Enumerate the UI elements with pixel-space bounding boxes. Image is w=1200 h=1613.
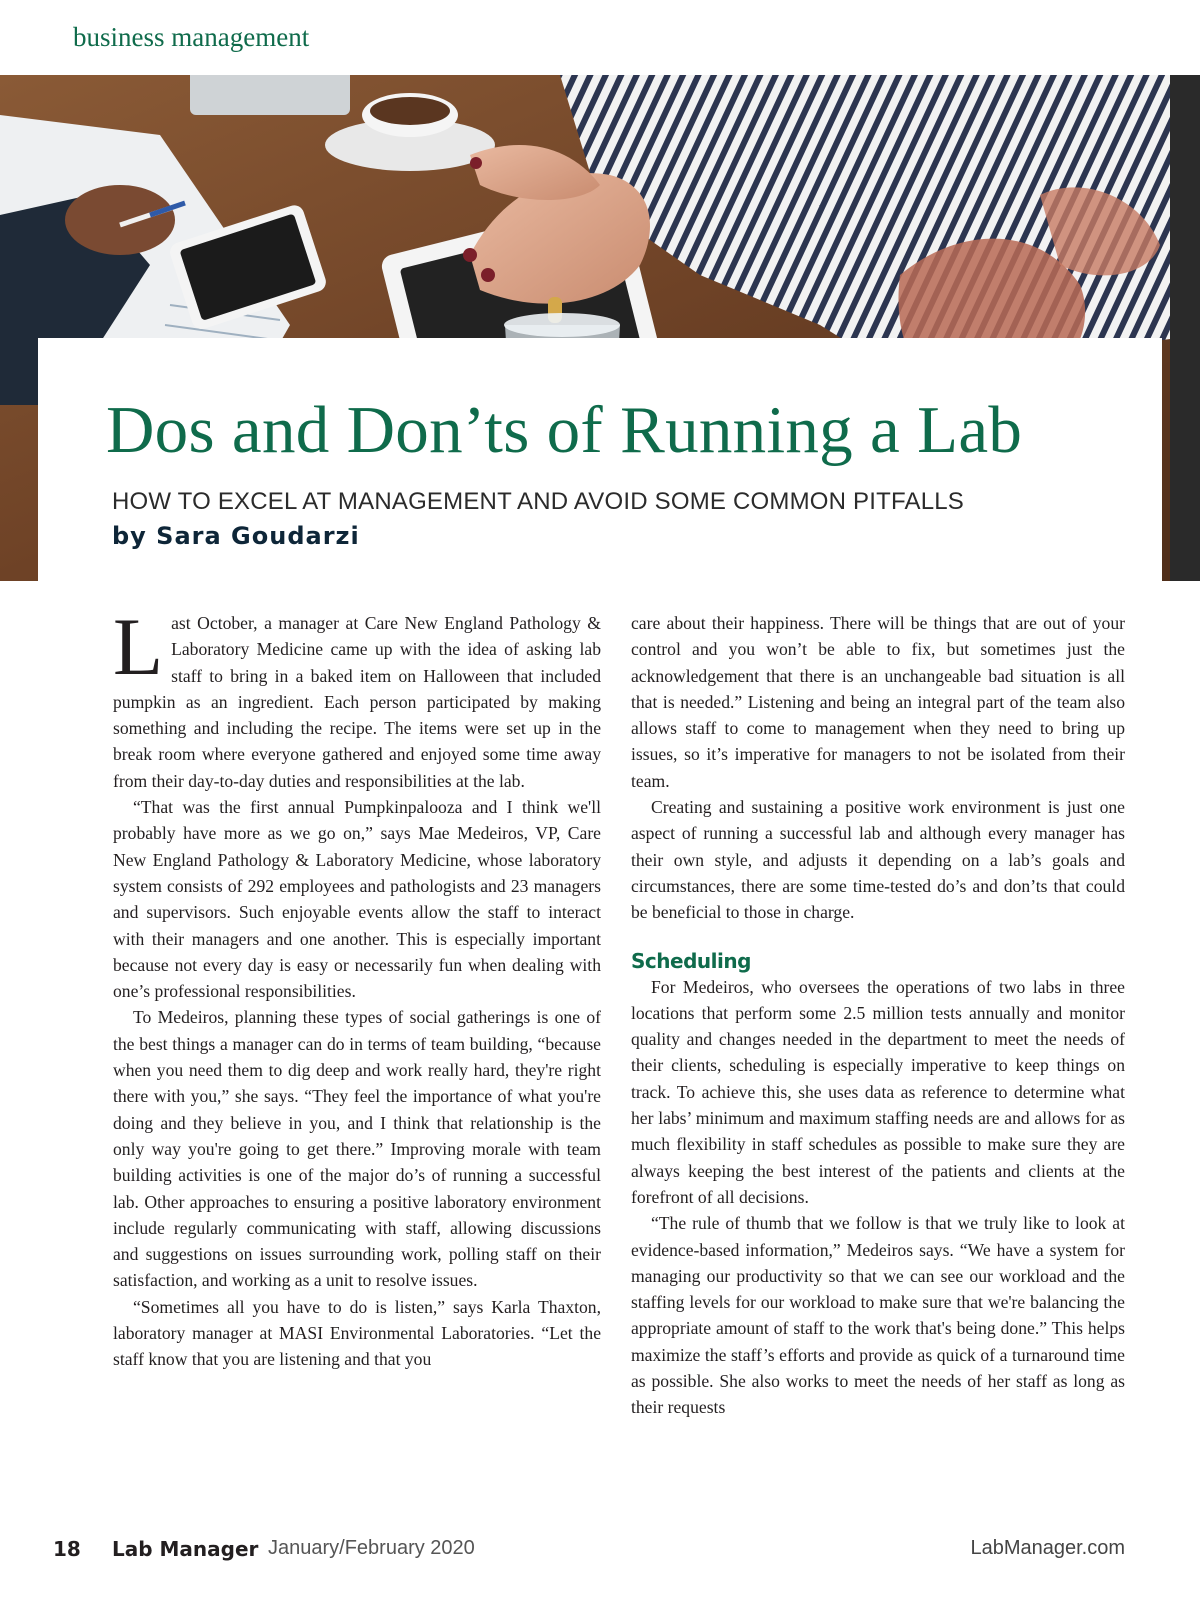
article-title: Dos and Don’ts of Running a Lab <box>106 393 1023 467</box>
article-subtitle: HOW TO EXCEL AT MANAGEMENT AND AVOID SOME COMMON PITFALLS <box>112 488 965 515</box>
paragraph: For Medeiros, who oversees the operations of two labs in three locations that perform some 2.5 million tests annually and monitor quality and changes needed in the department to meet the needs of their clients, scheduling is especially imperative to keep things on track. To achieve this, she uses data as reference to determine what her labs’ minimum and maximum staffing needs are and allows for as much flexibility in staff schedules as possible to make sure they are always keeping the best interest of the patients and clients at the forefront of all decisions. <box>631 976 1125 1207</box>
paragraph: Creating and sustaining a positive work environment is just one aspect of running a successful lab and although every manager has their own style, and adjusts it depending on a lab’s goals and circumstances, there are some time-tested do’s and don’ts that could be beneficial to those in charge. <box>631 797 1125 923</box>
article-column-right <box>631 610 1125 1490</box>
section-label: business management <box>73 22 310 52</box>
paragraph: To Medeiros, planning these types of social gatherings is one of the best things a manager can do in terms of team building, “because when you need them to dig deep and work really hard, they're right there with you,” she says. “They feel the importance of what you're doing and they believe in you, and I think that relationship is the only way you're going to get there.” Improving morale with team building activities is one of the major do’s of running a successful lab. Other approaches to ensuring a positive laboratory environment include regularly communicating with staff, allowing discussions and suggestions on issues surrounding work, polling staff on their satisfaction, and working as a unit to resolve issues. <box>113 1007 601 1291</box>
paragraph: “Sometimes all you have to do is listen,” says Karla Thaxton, laboratory manager at MASI Environmental Laboratories. “Let the staff know that you are listening and that you <box>113 1296 601 1370</box>
paragraph: care about their happiness. There will be things that are out of your control and you won’t be able to fix, but sometimes just the acknowledgement that there is an unchangeable bad situation is all that is needed.” Listening and being an integral part of the team also allows staff to come to management when they need to bring up issues, so it’s imperative for managers to not be isolated from their team. <box>631 613 1125 791</box>
title-box <box>38 338 1162 581</box>
magazine-name: Lab Manager <box>112 1537 259 1561</box>
paragraph-text: ast October, a manager at Care New England Pathology & Laboratory Medicine came up with the idea of asking lab staff to bring in a baked item on Halloween that included pumpkin as an ingredient. Each person participated by making something and including the recipe. The items were set up in the break room where everyone gathered and enjoyed some time away from their day-to-day duties and responsibilities at the lab. <box>113 613 601 791</box>
section-heading: Scheduling <box>631 948 751 973</box>
article-column-left <box>113 601 601 1490</box>
paragraph: “That was the first annual Pumpkinpalooza and I think we'll probably have more as we go on,” says Mae Medeiros, VP, Care New England Pathology & Laboratory Medicine, whose laboratory system consists of 292 employees and pathologists and 23 managers and supervisors. Such enjoyable events allow the staff to interact with their managers and one another. This is especially important because not every day is easy or necessarily fun when dealing with one’s professional responsibilities. <box>113 797 601 1002</box>
page-footer <box>53 1537 1125 1567</box>
drop-cap: L <box>113 601 164 692</box>
page-number: 18 <box>53 1537 81 1561</box>
paragraph: “The rule of thumb that we follow is that we truly like to look at evidence-based information,” Medeiros says. “We have a system for managing our productivity so that we can see our workload and the staffing levels for our workload to make sure that we're balancing the appropriate amount of staff to the work that's being done.” This helps maximize the staff’s efforts and provide as quick of a turnaround time as possible. She also works to meet the needs of her staff as long as their requests <box>631 1213 1125 1418</box>
article-byline: by Sara Goudarzi <box>112 522 360 550</box>
paragraph <box>113 601 601 794</box>
issue-date: January/February 2020 <box>268 1537 475 1559</box>
website-url: LabManager.com <box>970 1537 1125 1559</box>
